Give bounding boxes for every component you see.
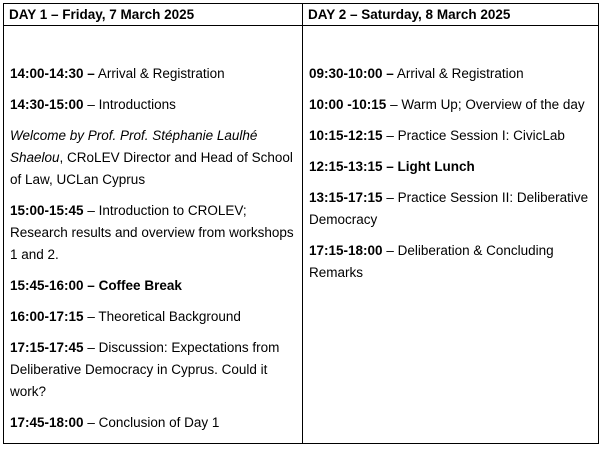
- day1-item-crolev-intro: [10, 200, 296, 266]
- day1-item-coffee-break: [10, 275, 296, 297]
- day2-item-civiclab: [309, 125, 592, 147]
- day1-item-theory: [10, 306, 296, 328]
- day1-item-introductions: [10, 94, 296, 116]
- item-time: 14:30-15:00: [10, 97, 84, 112]
- item-time: 16:00-17:15: [10, 309, 84, 324]
- item-time: 15:00-15:45: [10, 203, 84, 218]
- day1-column: [4, 26, 303, 443]
- item-text: – Practice Session I: CivicLab: [382, 128, 565, 143]
- item-text: – Deliberation & Concluding Remarks: [309, 243, 554, 280]
- item-time: 14:00-14:30 –: [10, 66, 95, 81]
- item-text: – Introduction to CROLEV; Research results and overview from workshops 1 and 2.: [10, 203, 294, 262]
- day2-item-concluding: [309, 240, 592, 284]
- item-text: – Introductions: [83, 97, 176, 112]
- item-text: – Conclusion of Day 1: [83, 415, 220, 430]
- item-time: 13:15-17:15: [309, 190, 383, 205]
- item-time: 17:15-17:45: [10, 340, 84, 355]
- item-time: 17:45-18:00: [10, 415, 84, 430]
- day2-item-arrival: [309, 63, 592, 85]
- item-time: 10:15-12:15: [309, 128, 383, 143]
- day2-item-warmup: [309, 94, 592, 116]
- item-time: 17:15-18:00: [309, 243, 383, 258]
- welcome-speaker: Welcome by Prof. Prof. Stéphanie Laulhé Shaelou: [10, 128, 258, 165]
- day1-item-conclusion: [10, 412, 296, 434]
- agenda-table: [3, 3, 599, 444]
- item-text: – Practice Session II: Deliberative Democracy: [309, 190, 589, 227]
- item-text: Arrival & Registration: [393, 66, 524, 81]
- day2-header: DAY 2 – Saturday, 8 March 2025: [303, 4, 598, 26]
- welcome-affiliation: , CRoLEV Director and Head of School of Law, UCLan Cyprus: [10, 150, 293, 187]
- day1-item-discussion: [10, 337, 296, 403]
- item-text: – Theoretical Background: [83, 309, 241, 324]
- day1-header: DAY 1 – Friday, 7 March 2025: [4, 4, 303, 26]
- item-text: Coffee Break: [94, 278, 182, 293]
- item-time: 10:00 -10:15: [309, 97, 387, 112]
- item-time: 09:30-10:00 –: [309, 66, 394, 81]
- day1-item-welcome: [10, 125, 296, 191]
- day2-item-lunch: [309, 156, 592, 178]
- item-time: 12:15-13:15 – Light Lunch: [309, 159, 475, 174]
- day1-item-arrival: [10, 63, 296, 85]
- item-time: 15:45-16:00 –: [10, 278, 95, 293]
- day2-column: [303, 26, 598, 443]
- day2-item-deliberative: [309, 187, 592, 231]
- item-text: Arrival & Registration: [94, 66, 225, 81]
- item-text: – Discussion: Expectations from Deliberative Democracy in Cyprus. Could it work?: [10, 340, 280, 399]
- item-text: – Warm Up; Overview of the day: [386, 97, 585, 112]
